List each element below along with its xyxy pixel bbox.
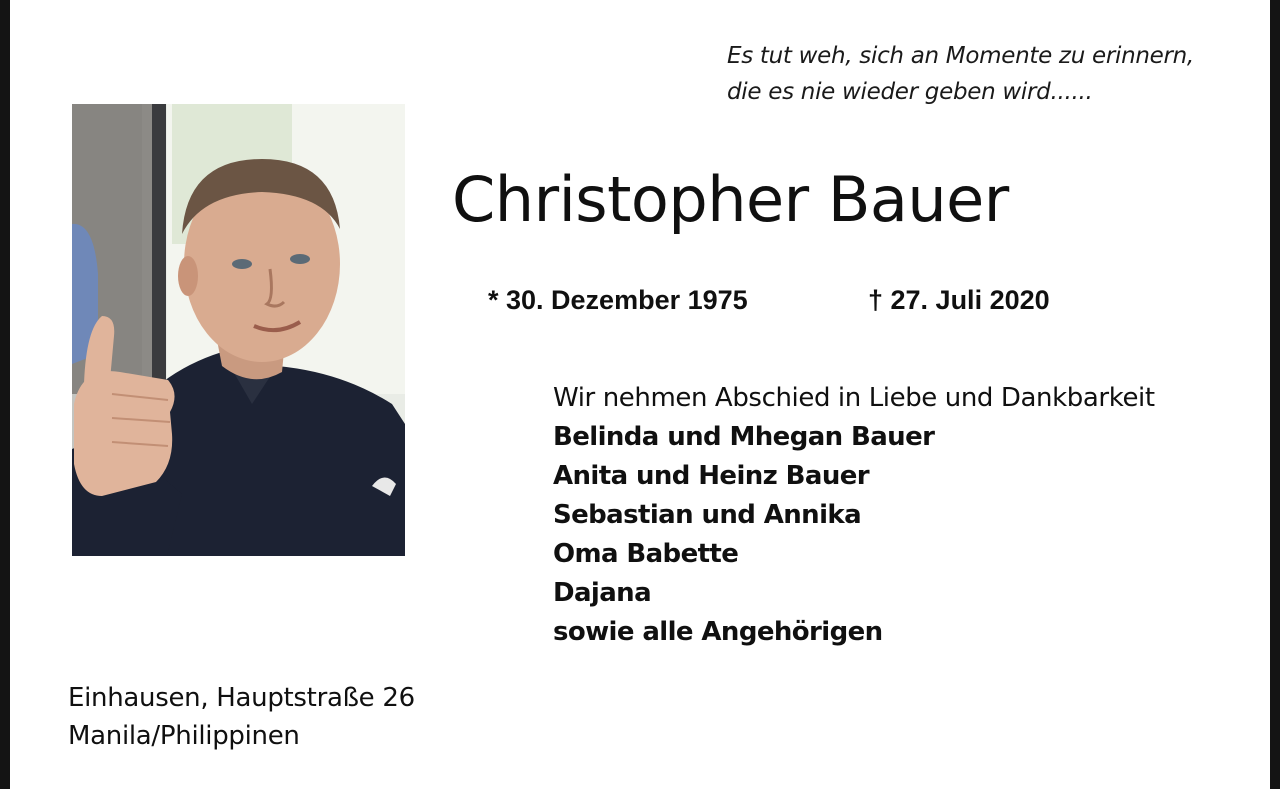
address-line-2: Manila/Philippinen	[68, 721, 300, 751]
deceased-name: Christopher Bauer	[452, 163, 1009, 236]
right-border	[1270, 0, 1280, 789]
life-dates	[488, 280, 1050, 320]
birth-date: * 30. Dezember 1975	[488, 285, 748, 315]
farewell-intro: Wir nehmen Abschied in Liebe und Dankbarkeit	[553, 383, 1155, 413]
left-border	[0, 0, 10, 789]
memorial-quote	[727, 38, 1247, 110]
quote-line-2: die es nie wieder geben wird......	[727, 79, 1093, 105]
mourner-name: Oma Babette	[553, 539, 739, 569]
quote-line-1: Es tut weh, sich an Momente zu erinnern,	[727, 43, 1194, 69]
mourner-name: Anita und Heinz Bauer	[553, 461, 869, 491]
mourner-name: Dajana	[553, 578, 652, 608]
mourners-block	[553, 379, 1155, 652]
mourner-name: sowie alle Angehörigen	[553, 617, 883, 647]
portrait-photo	[72, 104, 405, 556]
mourner-name: Sebastian und Annika	[553, 500, 862, 530]
death-date: † 27. Juli 2020	[868, 285, 1050, 315]
address-block	[68, 679, 415, 755]
mourner-name: Belinda und Mhegan Bauer	[553, 422, 935, 452]
address-line-1: Einhausen, Hauptstraße 26	[68, 683, 415, 713]
